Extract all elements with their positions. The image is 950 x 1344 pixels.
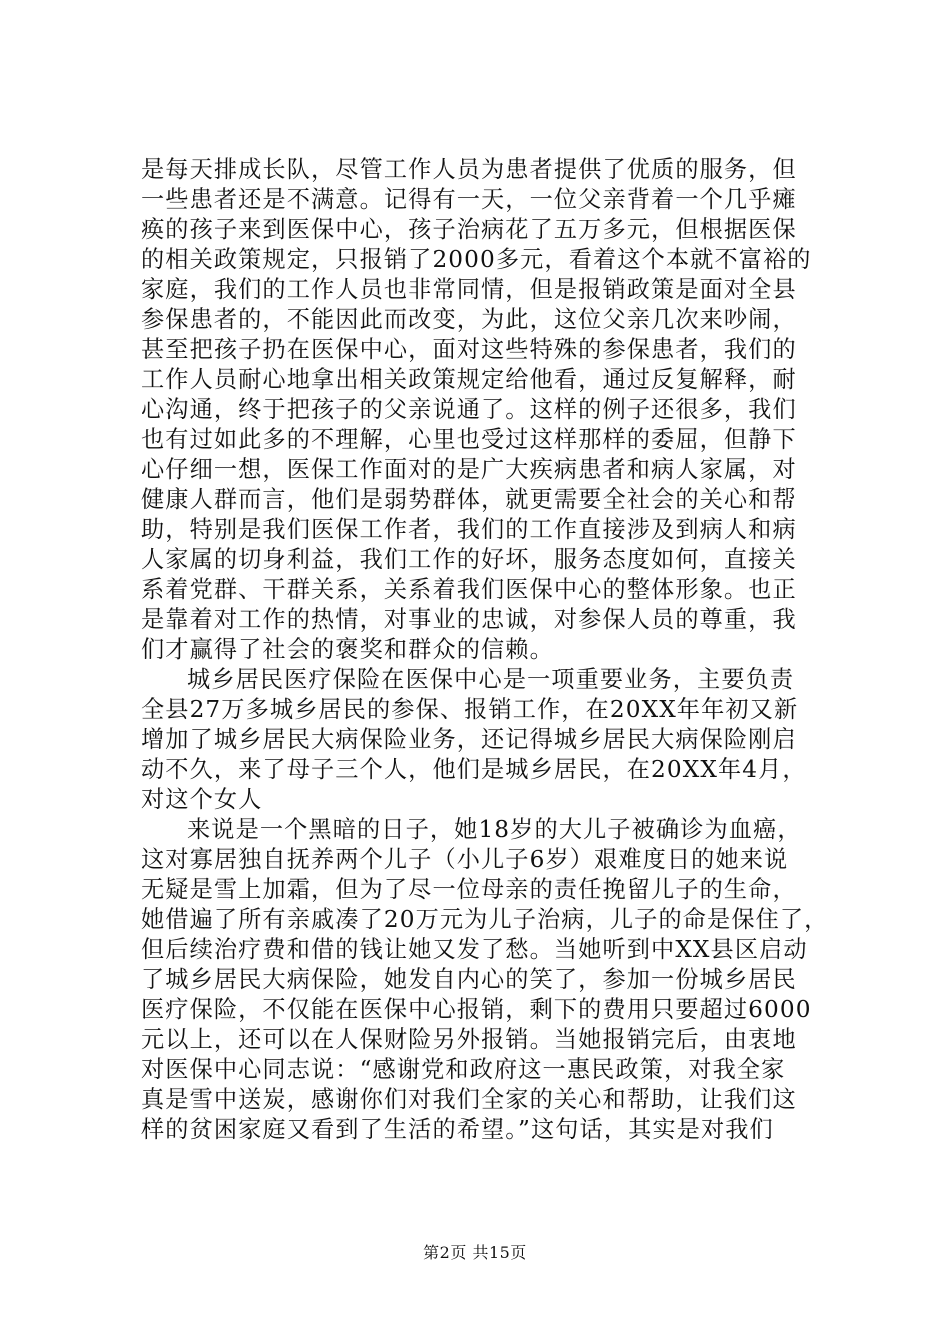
paragraph-1 (141, 155, 841, 665)
text-line: 工作人员耐心地拿出相关政策规定给他看，通过反复解释，耐 (141, 366, 797, 393)
text-line: 来说是一个黑暗的日子，她18岁的大儿子被确诊为血癌， (187, 816, 802, 843)
text-line: 一些患者还是不满意。记得有一天，一位父亲背着一个几乎瘫 (141, 186, 797, 213)
text-line: 痪的孩子来到医保中心，孩子治病花了五万多元，但根据医保 (141, 216, 797, 243)
text-line: 城乡居民医疗保险在医保中心是一项重要业务，主要负责 (187, 666, 795, 693)
text-line: 甚至把孩子扔在医保中心，面对这些特殊的参保患者，我们的 (141, 336, 797, 363)
text-line: 心沟通，终于把孩子的父亲说通了。这样的例子还很多，我们 (141, 396, 797, 423)
text-line: 动不久，来了母子三个人，他们是城乡居民，在20XX年4月， (141, 756, 807, 783)
text-line: 但后续治疗费和借的钱让她又发了愁。当她听到中XX县区启动 (141, 936, 808, 963)
text-line: 真是雪中送炭，感谢你们对我们全家的关心和帮助，让我们这 (141, 1086, 797, 1113)
text-line: 医疗保险，不仅能在医保中心报销，剩下的费用只要超过6000 (141, 996, 812, 1023)
text-line: 是靠着对工作的热情，对事业的忠诚，对参保人员的尊重，我 (141, 606, 797, 633)
page-number: 第2页 共15页 (423, 1243, 527, 1262)
text-line: 人家属的切身利益，我们工作的好坏，服务态度如何，直接关 (141, 546, 797, 573)
text-line: 对这个女人 (141, 786, 263, 813)
text-line: 的相关政策规定，只报销了2000多元，看着这个本就不富裕的 (141, 246, 812, 273)
text-line: 心仔细一想，医保工作面对的是广大疾病患者和病人家属，对 (141, 456, 797, 483)
paragraph-3 (141, 815, 841, 1145)
text-line: 助，特别是我们医保工作者，我们的工作直接涉及到病人和病 (141, 516, 797, 543)
text-line: 是每天排成长队，尽管工作人员为患者提供了优质的服务，但 (141, 156, 797, 183)
text-line: 了城乡居民大病保险，她发自内心的笑了，参加一份城乡居民 (141, 966, 797, 993)
text-line: 参保患者的，不能因此而改变，为此，这位父亲几次来吵闹， (141, 306, 797, 333)
text-line: 们才赢得了社会的褒奖和群众的信赖。 (141, 636, 554, 663)
text-line: 元以上，还可以在人保财险另外报销。当她报销完后，由衷地 (141, 1026, 797, 1053)
text-line: 系着党群、干群关系，关系着我们医保中心的整体形象。也正 (141, 576, 797, 603)
text-line: 样的贫困家庭又看到了生活的希望。”这句话，其实是对我们 (141, 1116, 774, 1143)
text-line: 对医保中心同志说：“感谢党和政府这一惠民政策，对我全家 (141, 1056, 786, 1083)
text-line: 也有过如此多的不理解，心里也受过这样那样的委屈，但静下 (141, 426, 797, 453)
page-footer (0, 1243, 950, 1263)
text-line: 家庭，我们的工作人员也非常同情，但是报销政策是面对全县 (141, 276, 797, 303)
text-line: 健康人群而言，他们是弱势群体，就更需要全社会的关心和帮 (141, 486, 797, 513)
document-body (141, 155, 841, 1145)
text-line: 全县27万多城乡居民的参保、报销工作，在20XX年年初又新 (141, 696, 799, 723)
text-line: 这对寡居独自抚养两个儿子（小儿子6岁）艰难度日的她来说 (141, 846, 789, 873)
text-line: 她借遍了所有亲戚凑了20万元为儿子治病，儿子的命是保住了， (141, 906, 829, 933)
paragraph-2 (141, 665, 841, 815)
text-line: 无疑是雪上加霜，但为了尽一位母亲的责任挽留儿子的生命， (141, 876, 797, 903)
text-line: 增加了城乡居民大病保险业务，还记得城乡居民大病保险刚启 (141, 726, 797, 753)
